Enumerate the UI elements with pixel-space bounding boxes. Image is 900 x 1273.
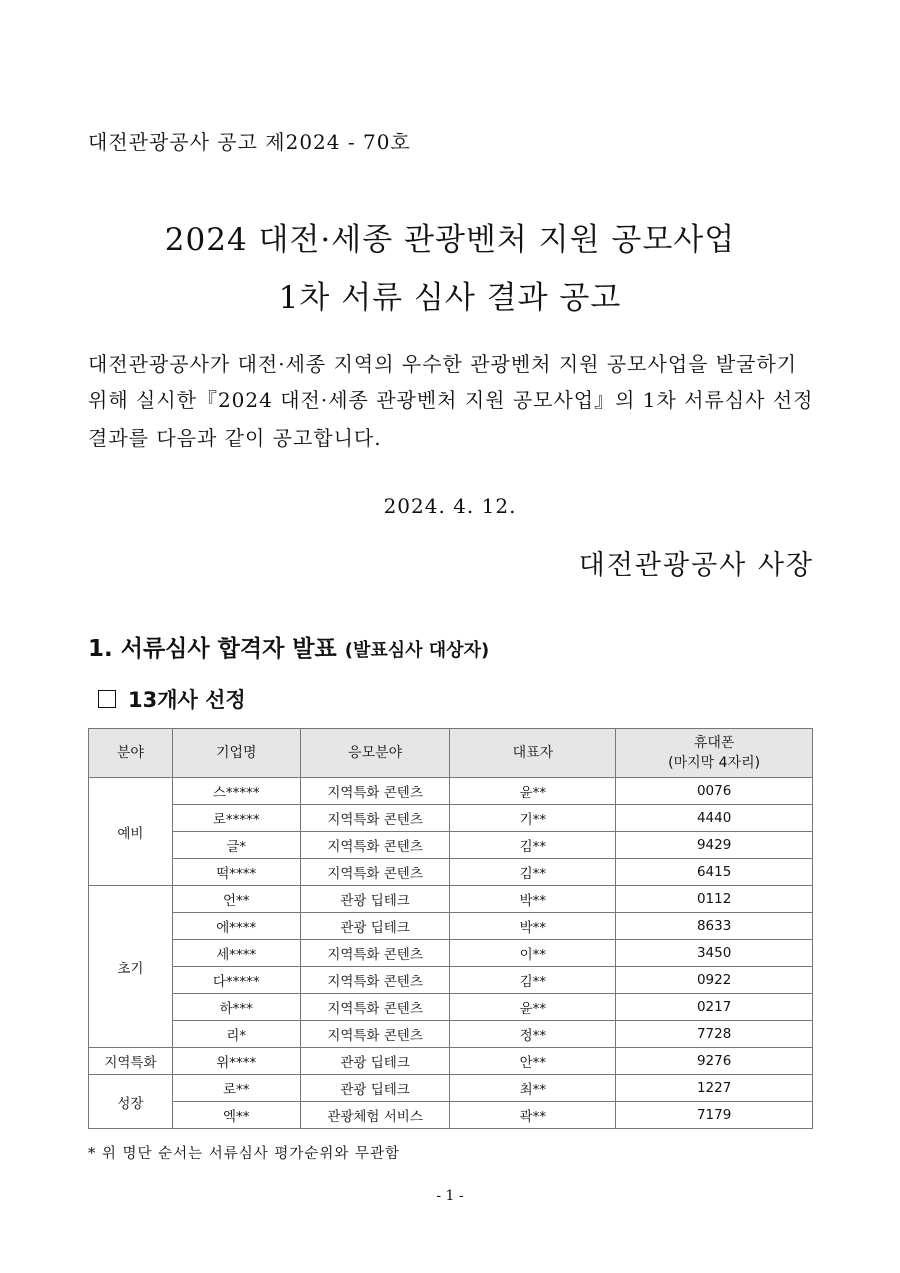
company-cell: 리* — [172, 1021, 300, 1048]
company-cell: 언** — [172, 886, 300, 913]
section-heading-sub: (발표심사 대상자) — [344, 640, 490, 661]
representative-cell: 박** — [450, 886, 616, 913]
sub-heading-text: 13개사 선정 — [128, 688, 246, 712]
header-category: 응모분야 — [300, 729, 450, 778]
group-cell: 초기 — [89, 886, 173, 1048]
header-representative: 대표자 — [450, 729, 616, 778]
page-number: - 1 - — [436, 1188, 464, 1204]
category-cell: 지역특화 콘텐츠 — [300, 859, 450, 886]
representative-cell: 안** — [450, 1048, 616, 1075]
table-row — [89, 1075, 813, 1102]
representative-cell: 윤** — [450, 778, 616, 805]
company-cell: 떡**** — [172, 859, 300, 886]
company-cell: 스***** — [172, 778, 300, 805]
table-row — [89, 1048, 813, 1075]
phone-cell: 8633 — [616, 913, 813, 940]
representative-cell: 정** — [450, 1021, 616, 1048]
announcement-date: 2024. 4. 12. — [383, 494, 517, 518]
header-phone — [616, 729, 813, 778]
table-row — [89, 994, 813, 1021]
intro-paragraph-line1: 대전관광공사가 대전·세종 지역의 우수한 관광벤처 지원 공모사업을 발굴하기 — [88, 352, 798, 376]
table-row — [89, 913, 813, 940]
phone-cell: 0112 — [616, 886, 813, 913]
company-cell: 로** — [172, 1075, 300, 1102]
category-cell: 지역특화 콘텐츠 — [300, 778, 450, 805]
category-cell: 지역특화 콘텐츠 — [300, 940, 450, 967]
phone-cell: 6415 — [616, 859, 813, 886]
company-cell: 에**** — [172, 913, 300, 940]
header-phone-line2: (마지막 4자리) — [668, 755, 761, 771]
category-cell: 관광 딥테크 — [300, 1075, 450, 1102]
company-cell: 하*** — [172, 994, 300, 1021]
table-row — [89, 940, 813, 967]
checkbox-square-icon — [98, 690, 116, 708]
document-title-line2: 1차 서류 심사 결과 공고 — [278, 280, 622, 316]
group-cell: 성장 — [89, 1075, 173, 1129]
phone-cell: 7179 — [616, 1102, 813, 1129]
category-cell: 지역특화 콘텐츠 — [300, 967, 450, 994]
section-heading — [88, 630, 489, 663]
intro-paragraph-line3: 결과를 다음과 같이 공고합니다. — [88, 426, 382, 450]
section-heading-text: 1. 서류심사 합격자 발표 — [88, 636, 337, 662]
sub-heading — [98, 684, 246, 714]
table-row — [89, 1102, 813, 1129]
representative-cell: 김** — [450, 832, 616, 859]
company-cell: 세**** — [172, 940, 300, 967]
representative-cell: 윤** — [450, 994, 616, 1021]
representative-cell: 최** — [450, 1075, 616, 1102]
table-row — [89, 832, 813, 859]
phone-cell: 3450 — [616, 940, 813, 967]
category-cell: 지역특화 콘텐츠 — [300, 805, 450, 832]
company-cell: 로***** — [172, 805, 300, 832]
table-row — [89, 967, 813, 994]
phone-cell: 9429 — [616, 832, 813, 859]
category-cell: 지역특화 콘텐츠 — [300, 832, 450, 859]
signer: 대전관광공사 사장 — [578, 550, 814, 581]
representative-cell: 김** — [450, 859, 616, 886]
footnote: * 위 명단 순서는 서류심사 평가순위와 무관함 — [88, 1146, 401, 1162]
header-company: 기업명 — [172, 729, 300, 778]
category-cell: 관광체험 서비스 — [300, 1102, 450, 1129]
category-cell: 관광 딥테크 — [300, 1048, 450, 1075]
phone-cell: 0922 — [616, 967, 813, 994]
category-cell: 관광 딥테크 — [300, 913, 450, 940]
phone-cell: 0076 — [616, 778, 813, 805]
representative-cell: 김** — [450, 967, 616, 994]
table-row — [89, 886, 813, 913]
phone-cell: 7728 — [616, 1021, 813, 1048]
group-cell: 예비 — [89, 778, 173, 886]
table-row — [89, 1021, 813, 1048]
results-table — [88, 728, 813, 1129]
phone-cell: 9276 — [616, 1048, 813, 1075]
header-phone-line1: 휴대폰 — [693, 735, 735, 751]
representative-cell: 기** — [450, 805, 616, 832]
representative-cell: 이** — [450, 940, 616, 967]
category-cell: 지역특화 콘텐츠 — [300, 994, 450, 1021]
table-header-row — [89, 729, 813, 778]
table-row — [89, 805, 813, 832]
phone-cell: 0217 — [616, 994, 813, 1021]
phone-cell: 4440 — [616, 805, 813, 832]
group-cell: 지역특화 — [89, 1048, 173, 1075]
company-cell: 글* — [172, 832, 300, 859]
representative-cell: 박** — [450, 913, 616, 940]
company-cell: 다***** — [172, 967, 300, 994]
notice-number: 대전관광공사 공고 제2024 - 70호 — [88, 130, 411, 154]
intro-paragraph-line2: 위해 실시한『2024 대전·세종 관광벤처 지원 공모사업』의 1차 서류심사 선정 — [88, 388, 814, 412]
company-cell: 엑** — [172, 1102, 300, 1129]
table-row — [89, 859, 813, 886]
category-cell: 관광 딥테크 — [300, 886, 450, 913]
phone-cell: 1227 — [616, 1075, 813, 1102]
header-field: 분야 — [89, 729, 173, 778]
company-cell: 위**** — [172, 1048, 300, 1075]
document-title-line1: 2024 대전·세종 관광벤처 지원 공모사업 — [164, 222, 736, 258]
category-cell: 지역특화 콘텐츠 — [300, 1021, 450, 1048]
representative-cell: 곽** — [450, 1102, 616, 1129]
table-row — [89, 778, 813, 805]
